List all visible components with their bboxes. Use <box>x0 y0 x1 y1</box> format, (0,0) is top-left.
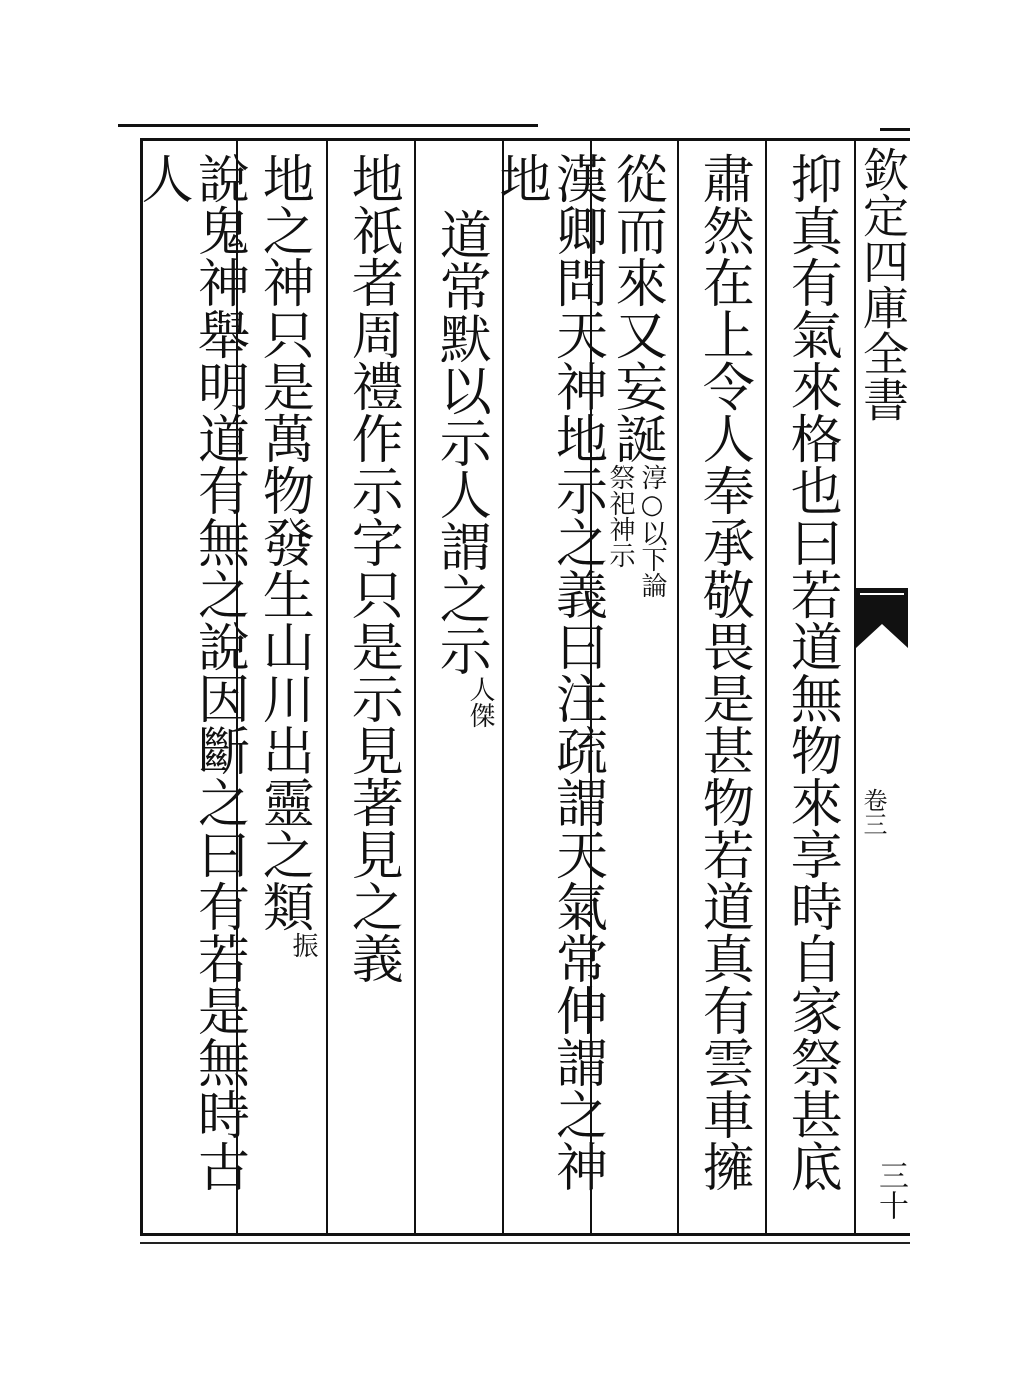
annotation <box>289 932 317 958</box>
annotation <box>466 676 494 728</box>
column-text: 漢卿問天神地示之義曰注疏謂天氣常伸謂之神地 <box>490 152 607 1192</box>
corner-mark <box>880 128 910 131</box>
text-column-7 <box>239 142 327 1232</box>
text-column-1 <box>768 142 854 1232</box>
column-text: 地之神只是萬物發生山川出靈之類 <box>253 152 314 932</box>
text-column-8 <box>132 142 249 1232</box>
bottom-rule <box>140 1242 910 1244</box>
fish-tail-mark-icon <box>856 588 908 648</box>
column-text: 道常默以示人謂之示 <box>430 208 491 676</box>
margin-header <box>856 140 908 1234</box>
annotation-line: 祭祀神示 <box>605 464 635 568</box>
annotation-line: 振 <box>288 932 318 958</box>
text-column-2 <box>680 142 766 1232</box>
column-text: 地祇者周禮作示字只是示見著見之義 <box>342 152 403 984</box>
top-rule <box>118 124 538 127</box>
column-text: 從而來又妄誕 <box>606 152 667 464</box>
text-column-4 <box>490 142 607 1232</box>
annotation-line: 淳○以下論 <box>637 464 667 598</box>
text-column-5 <box>417 142 503 1232</box>
column-text: 說鬼神舉明道有無之說因斷之曰有若是無時古人 <box>132 152 249 1192</box>
column-text: 肅然在上令人奉承敬畏是甚物若道真有雲車擁 <box>693 152 754 1192</box>
book-title: 欽定四庫全書 <box>856 146 910 422</box>
column-text: 抑真有氣來格也曰若道無物來享時自家祭甚底 <box>781 152 842 1192</box>
text-column-6 <box>329 142 415 1232</box>
annotation-line: 人傑 <box>465 676 495 728</box>
page-number: 三十 <box>873 1160 908 1220</box>
annotation <box>606 464 666 598</box>
section-label: 卷三 <box>859 788 887 836</box>
